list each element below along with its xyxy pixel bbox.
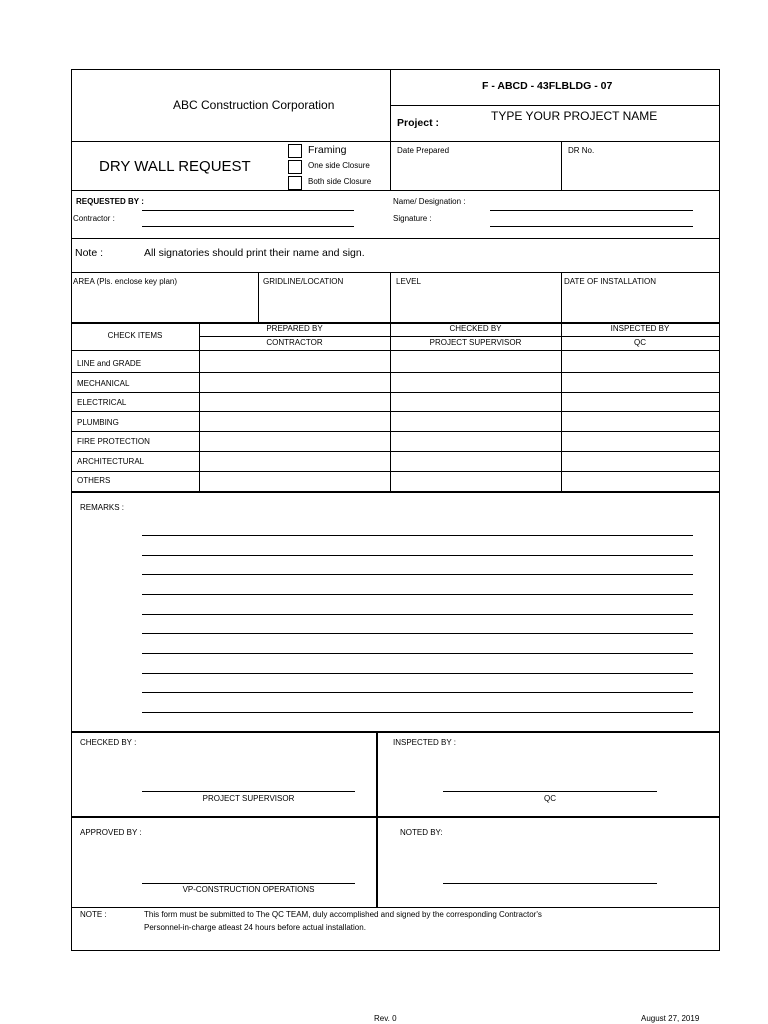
col-contractor: CONTRACTOR: [266, 338, 323, 347]
signoff-divider: [376, 732, 378, 908]
checked-by-role: PROJECT SUPERVISOR: [202, 794, 295, 803]
date-prepared-label: Date Prepared: [397, 146, 450, 155]
approved-by-signature-line[interactable]: [142, 883, 355, 884]
header-bottom-line: [71, 141, 719, 142]
noted-by-signature-line[interactable]: [443, 883, 657, 884]
row-line: [71, 431, 719, 432]
framing-label: Framing: [308, 144, 347, 156]
checklist-header-split: [199, 336, 719, 337]
col-project-supervisor: PROJECT SUPERVISOR: [429, 338, 522, 347]
col-qc: QC: [634, 338, 646, 347]
footer-note-label: NOTE :: [80, 910, 107, 919]
title-divider: [561, 141, 562, 191]
signoff-split: [71, 816, 719, 818]
footer-note-line2: Personnel-in-charge atleast 24 hours before actual installation.: [144, 923, 366, 932]
checklist-col-1: [199, 323, 200, 492]
row-line: [71, 471, 719, 472]
remarks-line[interactable]: [142, 614, 693, 615]
loc-divider-1: [258, 272, 259, 323]
remarks-bottom-line: [71, 731, 719, 733]
remarks-line[interactable]: [142, 594, 693, 595]
checklist-header-bottom: [71, 350, 719, 351]
check-item-mechanical: MECHANICAL: [77, 379, 130, 388]
company-name: ABC Construction Corporation: [173, 98, 335, 112]
requested-by-label: REQUESTED BY :: [76, 197, 144, 206]
form-title: DRY WALL REQUEST: [99, 158, 251, 175]
row-line: [71, 411, 719, 412]
check-items-header: CHECK ITEMS: [107, 331, 163, 340]
loc-divider-2: [390, 272, 391, 323]
header-divider: [390, 70, 391, 190]
row-line: [71, 451, 719, 452]
requested-by-field[interactable]: [142, 210, 354, 211]
check-item-others: OTHERS: [77, 476, 111, 485]
approved-by-label: APPROVED BY :: [80, 828, 142, 837]
checklist-col-3: [561, 323, 562, 492]
approved-by-role: VP-CONSTRUCTION OPERATIONS: [182, 885, 315, 894]
one-side-closure-checkbox[interactable]: [288, 160, 302, 174]
col-checked-by: CHECKED BY: [449, 324, 502, 333]
remarks-line[interactable]: [142, 673, 693, 674]
title-bottom-line: [71, 190, 719, 191]
inspected-by-role: QC: [544, 794, 556, 803]
framing-checkbox[interactable]: [288, 144, 302, 158]
contractor-field[interactable]: [142, 226, 354, 227]
contractor-label: Contractor :: [73, 214, 115, 223]
check-item-architectural: ARCHITECTURAL: [77, 457, 145, 466]
remarks-label: REMARKS :: [80, 503, 125, 512]
footer-note-line1: This form must be submitted to The QC TEAM, duly accomplished and signed by the corresponding Contractor's: [144, 910, 542, 919]
check-item-plumbing: PLUMBING: [77, 418, 119, 427]
noted-by-label: NOTED BY:: [400, 828, 443, 837]
remarks-line[interactable]: [142, 692, 693, 693]
check-item-fire-protection: FIRE PROTECTION: [77, 437, 150, 446]
remarks-line[interactable]: [142, 535, 693, 536]
date-install-label: DATE OF INSTALLATION: [564, 277, 657, 286]
request-bottom-line: [71, 238, 719, 239]
note-bottom-line: [71, 272, 719, 273]
signature-field[interactable]: [490, 226, 693, 227]
row-line: [71, 392, 719, 393]
revision-text: Rev. 0: [374, 1014, 397, 1023]
remarks-line[interactable]: [142, 574, 693, 575]
signoff-bottom-line: [71, 907, 719, 908]
checked-by-label: CHECKED BY :: [80, 738, 137, 747]
project-label: Project :: [397, 117, 440, 129]
remarks-line[interactable]: [142, 653, 693, 654]
gridline-label: GRIDLINE/LOCATION: [263, 277, 344, 286]
loc-divider-3: [561, 272, 562, 323]
note-label: Note :: [75, 247, 104, 259]
col-inspected-by: INSPECTED BY: [610, 324, 670, 333]
signature-label: Signature :: [393, 214, 432, 223]
remarks-line[interactable]: [142, 633, 693, 634]
check-item-electrical: ELECTRICAL: [77, 398, 127, 407]
note-text: All signatories should print their name and sign.: [144, 247, 365, 259]
checked-by-signature-line[interactable]: [142, 791, 355, 792]
row-line: [71, 372, 719, 373]
check-item-line-grade: LINE and GRADE: [77, 359, 142, 368]
level-label: LEVEL: [396, 277, 421, 286]
name-designation-label: Name/ Designation :: [393, 197, 466, 206]
inspected-by-label: INSPECTED BY :: [393, 738, 456, 747]
checklist-bottom-line: [71, 491, 719, 493]
inspected-by-signature-line[interactable]: [443, 791, 657, 792]
both-side-closure-checkbox[interactable]: [288, 176, 302, 190]
both-side-closure-label: Both side Closure: [308, 177, 372, 186]
col-prepared-by: PREPARED BY: [266, 324, 323, 333]
form-code: F - ABCD - 43FLBLDG - 07: [482, 80, 613, 92]
header-split: [390, 105, 719, 106]
checklist-col-2: [390, 323, 391, 492]
area-label: AREA (Pls. enclose key plan): [73, 277, 178, 286]
dr-no-label: DR No.: [568, 146, 595, 155]
revision-date: August 27, 2019: [641, 1014, 700, 1023]
one-side-closure-label: One side Closure: [308, 161, 370, 170]
name-designation-field[interactable]: [490, 210, 693, 211]
project-name-field[interactable]: TYPE YOUR PROJECT NAME: [491, 109, 658, 123]
remarks-line[interactable]: [142, 712, 693, 713]
remarks-line[interactable]: [142, 555, 693, 556]
